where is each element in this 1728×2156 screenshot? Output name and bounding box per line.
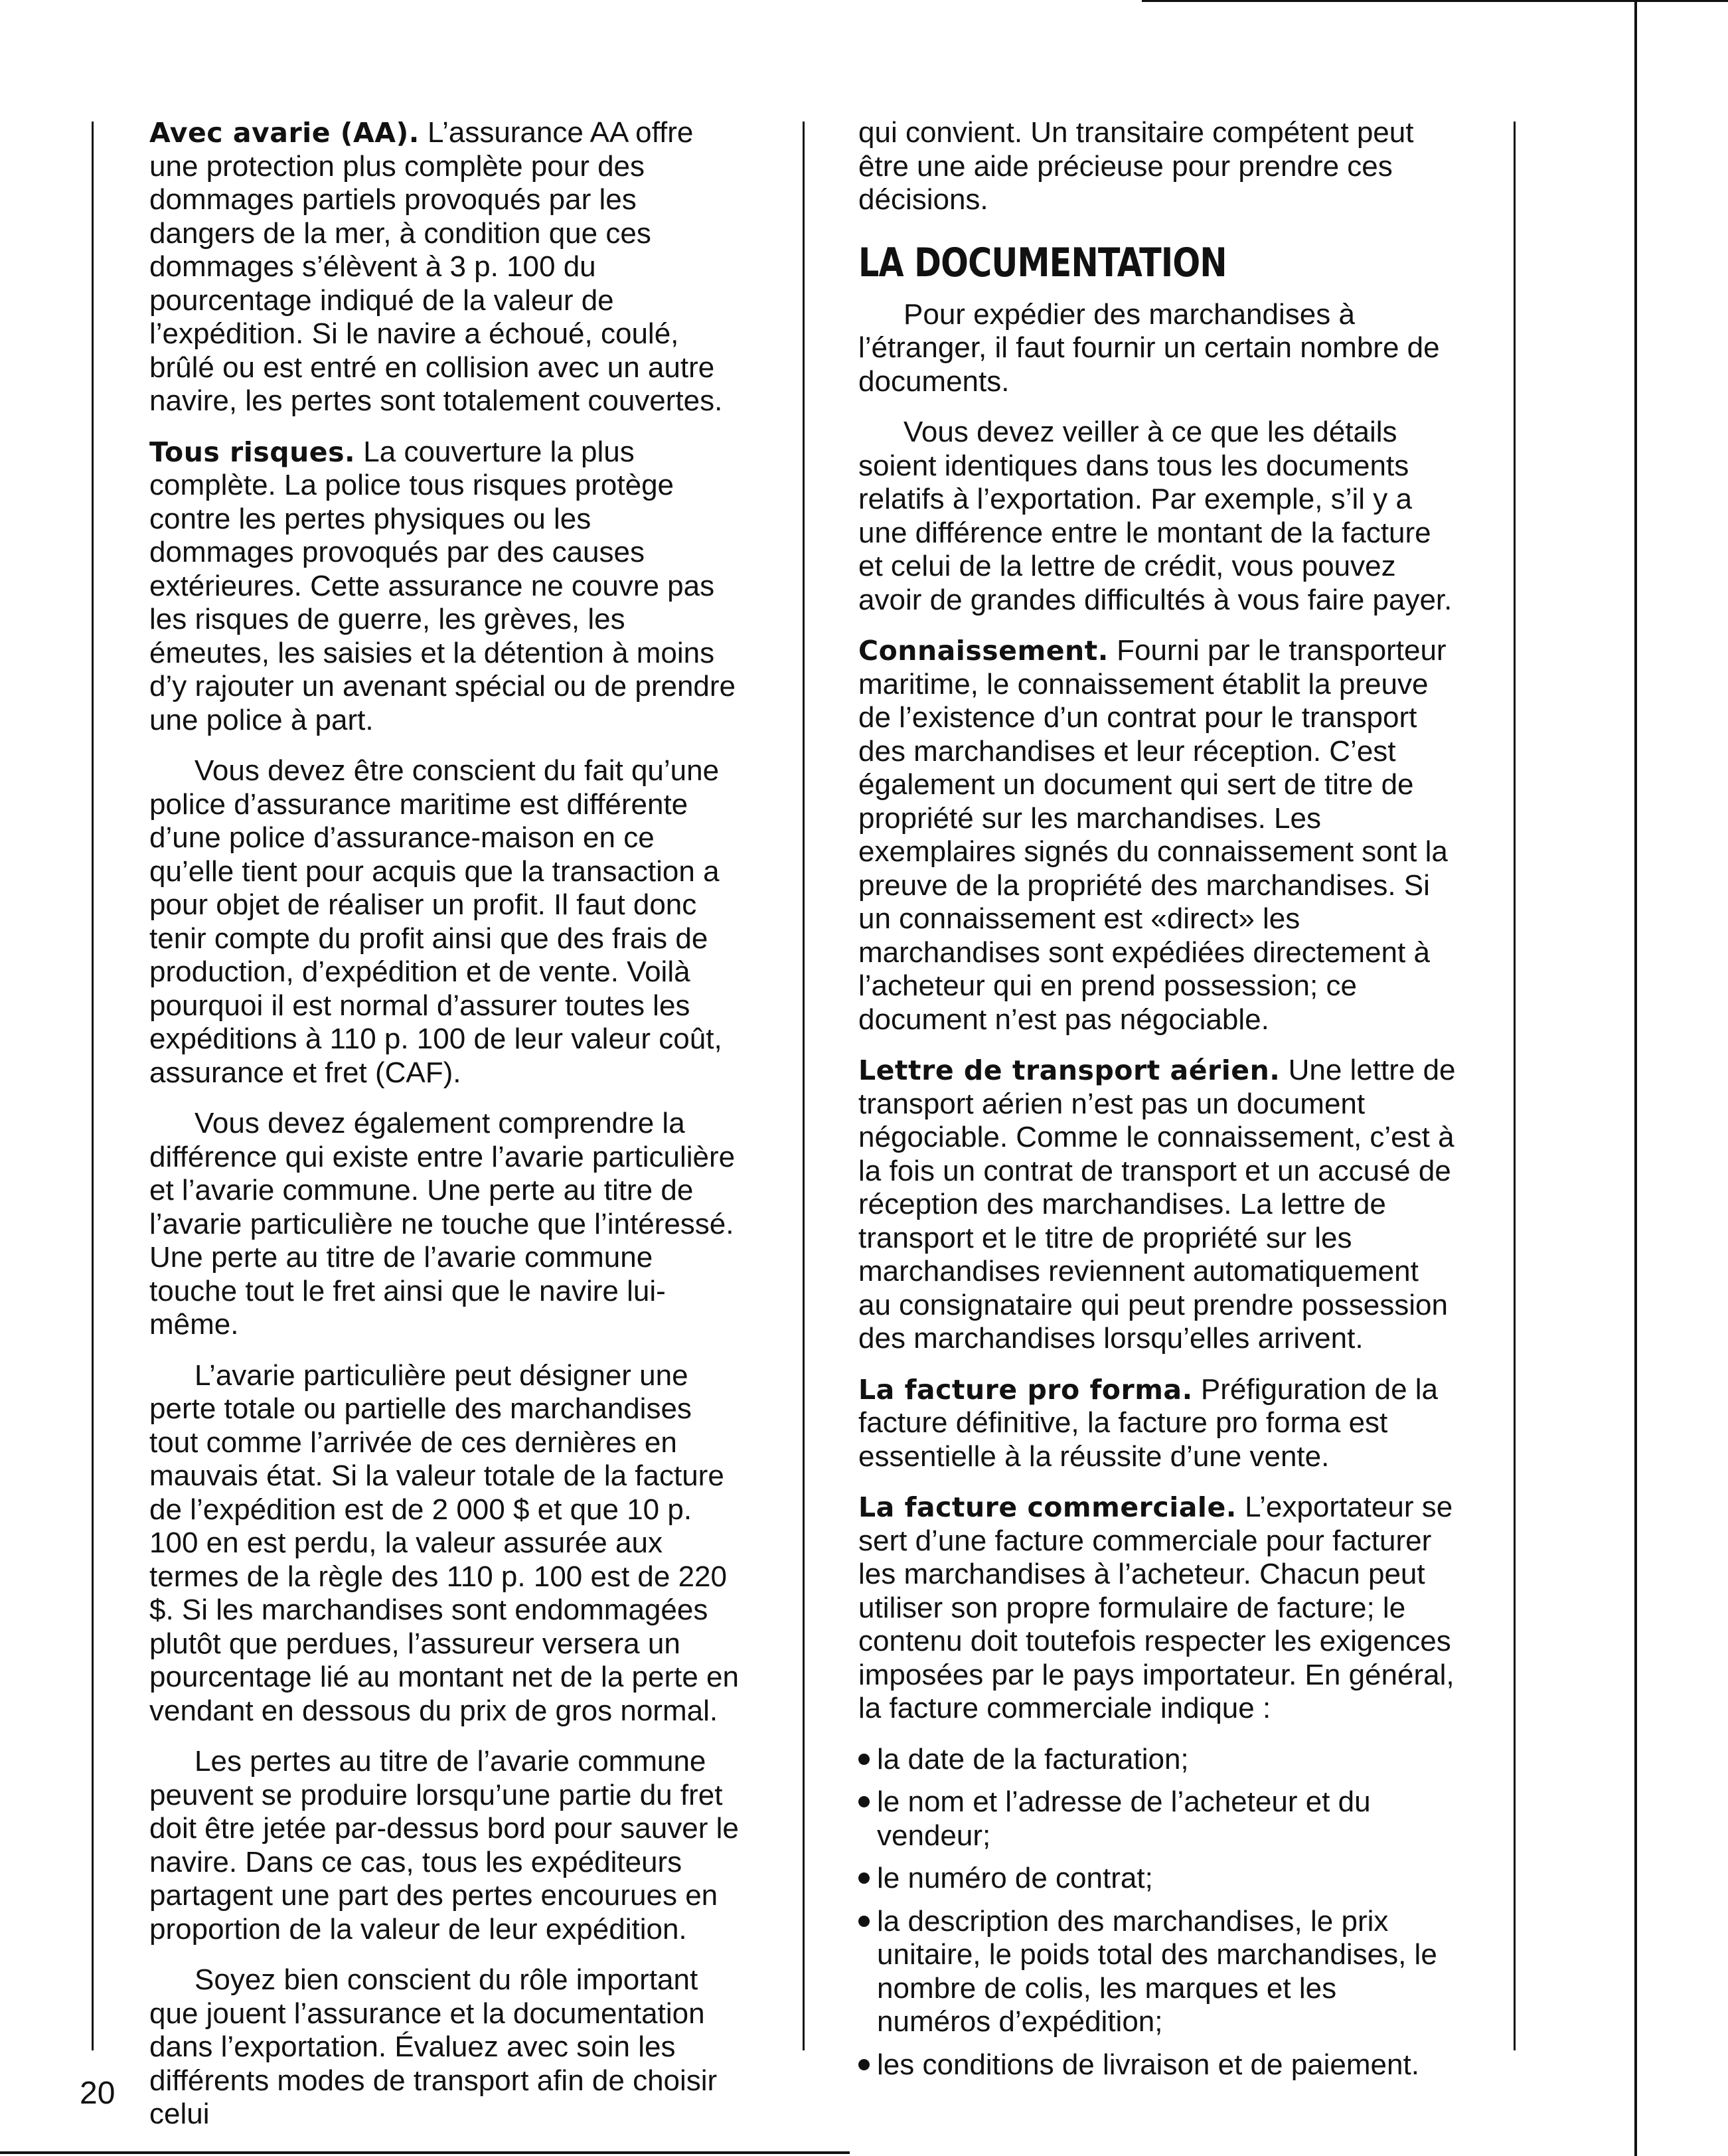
list-item — [858, 2048, 1456, 2082]
center-column-rule — [803, 122, 805, 2050]
list-item — [858, 1743, 1456, 1777]
paragraph-connaissement — [858, 634, 1456, 1037]
list-item — [858, 1905, 1456, 2039]
right-column — [858, 116, 1456, 2091]
paragraph-avarie-difference: Vous devez également comprendre la différence qui existe entre l’avarie particulière et l’avarie commune. Une perte au titre de l’avarie particulière ne touche que l’intéressé. Une perte au titre de l’avarie commune touche tout le fret ainsi que le navire lui-même. — [149, 1107, 736, 1341]
bottom-edge-rule — [0, 2151, 850, 2154]
paragraph-lettre-transport — [858, 1054, 1456, 1356]
bullet-icon — [858, 1796, 870, 1807]
paragraph-details-identiques: Vous devez veiller à ce que les détails soient identiques dans tous les documents relatifs à l’exportation. Par exemple, s’il y a une différence entre le montant de la facture et celui de la lettre de crédit, vous pouvez avoir de grandes difficultés à vous faire payer. — [858, 416, 1453, 616]
bullet-icon — [858, 1916, 870, 1927]
left-column-rule — [92, 122, 94, 2050]
list-item — [858, 1862, 1456, 1896]
left-column — [149, 116, 740, 2149]
right-column-rule — [1514, 122, 1516, 2050]
paragraph-avarie-commune: Les pertes au titre de l’avarie commune peuvent se produire lorsqu’une partie du fret doit être jetée par-dessus bord pour sauver le navire. Dans ce cas, tous les expéditeurs partagent une part des pertes encourues en proportion de la valeur de leur expédition. — [149, 1745, 739, 1946]
paragraph-facture-commerciale — [858, 1491, 1456, 1726]
paragraph-avec-avarie — [149, 116, 740, 418]
list-item-text: le nom et l’adresse de l’acheteur et du vendeur; — [877, 1785, 1371, 1852]
bullet-icon — [858, 1872, 870, 1884]
paragraph-role-assurance: Soyez bien conscient du rôle important que jouent l’assurance et la documentation dans l’exportation. Évaluez avec soin les différents modes de transport afin de choisir celui — [149, 1963, 718, 2130]
paragraph-facture-pro-forma — [858, 1373, 1456, 1474]
term-label: Avec avarie (AA). — [149, 117, 420, 149]
bullet-icon — [858, 2059, 870, 2070]
paragraph-text: Préfiguration de la facture définitive, la facture pro forma est essentielle à la réussite d’une vente. — [858, 1372, 1439, 1473]
list-item-text: le numéro de contrat; — [877, 1862, 1153, 1894]
term-label: Tous risques. — [149, 436, 356, 468]
paragraph-documents-intro: Pour expédier des marchandises à l’étranger, il faut fournir un certain nombre de documents. — [858, 297, 1440, 398]
bullet-icon — [858, 1754, 870, 1765]
paragraph-text: L’exportateur se sert d’une facture commerciale pour facturer les marchandises à l’acheteur. Chacun peut utiliser son propre formulaire de facture; le contenu doit toutefois respecter les exigences imposées par le pays importateur. En général, la facture commerciale indique : — [858, 1491, 1454, 1724]
paragraph-assurance-maritime: Vous devez être conscient du fait qu’une police d’assurance maritime est différente d’une police d’assurance-maison en ce qu’elle tient pour acquis que la transaction a pour objet de réaliser un profit. Il faut donc tenir compte du profit ainsi que des frais de production, d’expédition et de vente. Voilà pourquoi il est normal d’assurer toutes les expéditions à 110 p. 100 de leur valeur coût, assurance et fret (CAF). — [149, 754, 722, 1089]
paragraph-text: L’assurance AA offre une protection plus complète pour des dommages partiels provoqués par les dangers de la mer, à condition que ces dommages s’élèvent à 3 p. 100 du pourcentage indiqué de la valeur de l’expédition. Si le navire a échoué, coulé, brûlé ou est entré en collision avec un autre navire, les pertes sont totalement couvertes. — [149, 116, 723, 417]
term-label: Lettre de transport aérien. — [858, 1054, 1281, 1086]
term-label: La facture commerciale. — [858, 1491, 1237, 1523]
list-item-text: la description des marchandises, le prix unitaire, le poids total des marchandises, le nombre de colis, les marques et les numéros d’expédition; — [877, 1904, 1437, 2038]
term-label: Connaissement. — [858, 635, 1109, 667]
paragraph-tous-risques — [149, 436, 740, 738]
paragraph-text: Une lettre de transport aérien n’est pas un document négociable. Comme le connaissement, c’est à la fois un contrat de transport et un accusé de réception des marchandises. La lettre de transport et le titre de propriété sur les marchandises reviennent automatiquement au consignataire qui peut prendre possession des marchandises lorsqu’elles arrivent. — [858, 1054, 1456, 1355]
paragraph-continuation: qui convient. Un transitaire compétent peut être une aide précieuse pour prendre ces décisions. — [858, 116, 1414, 216]
list-item-text: la date de la facturation; — [877, 1742, 1189, 1776]
term-label: La facture pro forma. — [858, 1373, 1193, 1406]
list-item-text: les conditions de livraison et de paiement. — [877, 2048, 1419, 2081]
right-edge-rule — [1634, 0, 1637, 2156]
section-heading: LA DOCUMENTATION — [858, 239, 1227, 286]
list-item — [858, 1785, 1456, 1853]
paragraph-text: Fourni par le transporteur maritime, le connaissement établit la preuve de l’existence d’un contrat pour le transport des marchandises et leur réception. C’est également un document qui sert de titre de propriété sur les marchandises. Les exemplaires signés du connaissement sont la preuve de la propriété des marchandises. Si un connaissement est «direct» les marchandises sont expédiées directement à l’acheteur qui en prend possession; ce document n’est pas négociable. — [858, 634, 1448, 1036]
paragraph-text: La couverture la plus complète. La police tous risques protège contre les pertes physiques ou les dommages provoqués par des causes extérieures. Cette assurance ne couvre pas les risques de guerre, les grèves, les émeutes, les saisies et la détention à moins d’y rajouter un avenant spécial ou de prendre une police à part. — [149, 435, 736, 736]
invoice-contents-list — [858, 1743, 1456, 2082]
page-number: 20 — [80, 2076, 116, 2111]
top-edge-rule — [1142, 0, 1728, 2]
paragraph-avarie-particuliere: L’avarie particulière peut désigner une perte totale ou partielle des marchandises tout comme l’arrivée de ces dernières en mauvais état. Si la valeur totale de la facture de l’expédition est de 2 000 $ et que 10 p. 100 en est perdu, la valeur assurée aux termes de la règle des 110 p. 100 est de 220 $. Si les marchandises sont endommagées plutôt que perdues, l’assureur versera un pourcentage lié au montant net de la perte en vendant en dessous du prix de gros normal. — [149, 1359, 739, 1727]
